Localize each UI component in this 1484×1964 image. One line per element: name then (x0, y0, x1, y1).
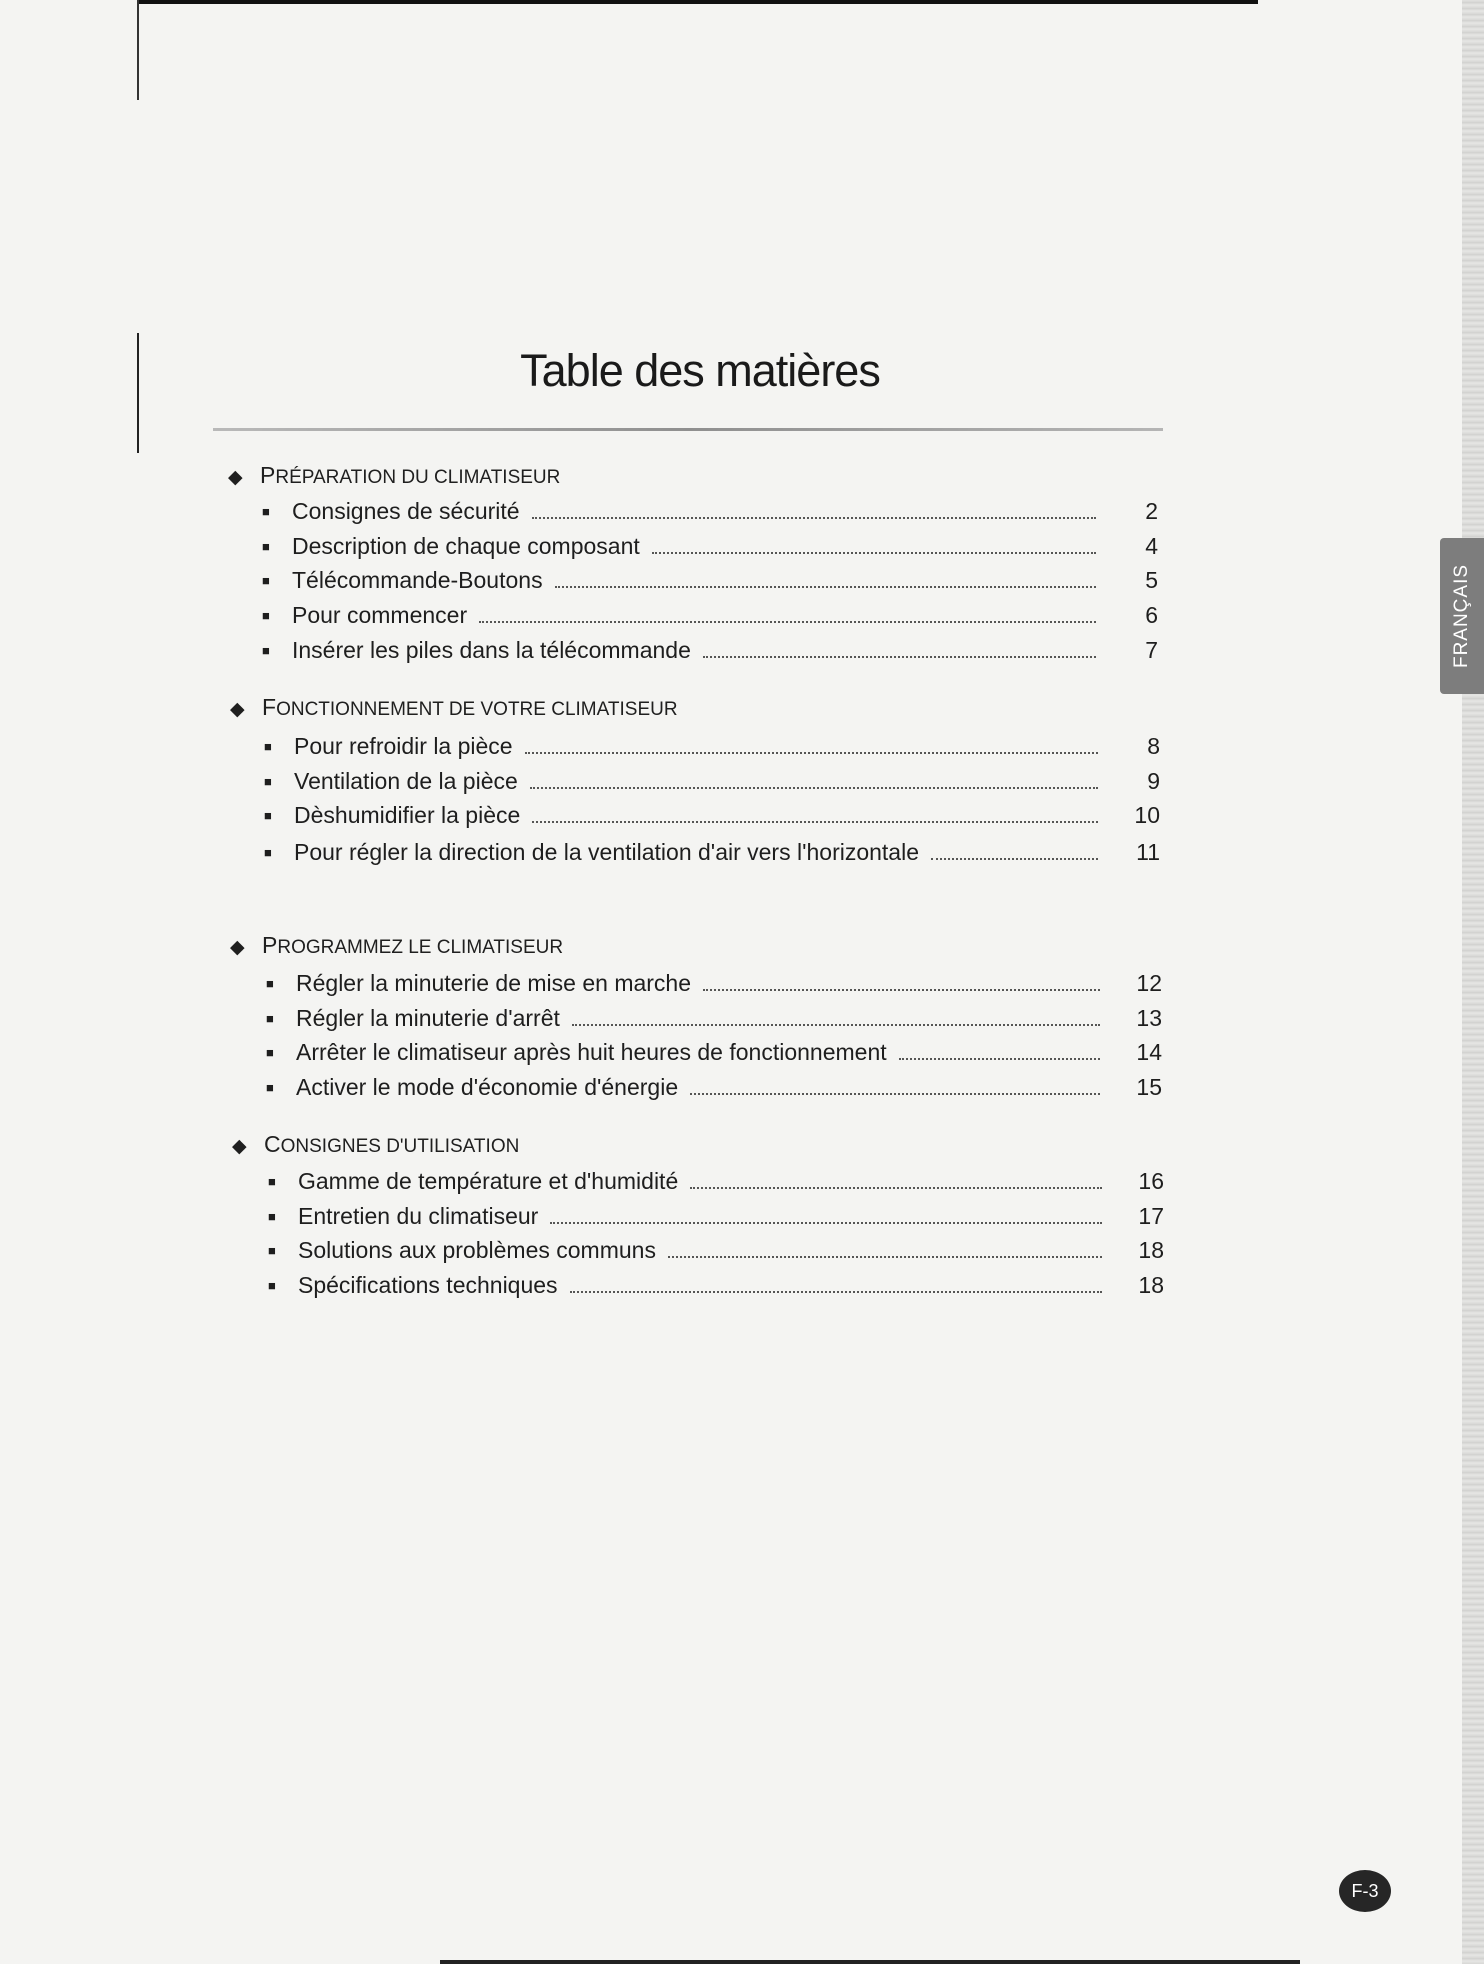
square-bullet-icon: ■ (262, 643, 270, 658)
dot-leader (703, 989, 1100, 991)
square-bullet-icon: ■ (266, 1045, 274, 1060)
bottom-border (440, 1960, 1300, 1964)
left-margin-line (137, 0, 139, 100)
dot-leader (690, 1187, 1102, 1189)
page-edge-shadow (1462, 0, 1484, 1964)
square-bullet-icon: ■ (268, 1174, 276, 1189)
square-bullet-icon: ■ (266, 1011, 274, 1026)
diamond-bullet-icon: ◆ (230, 699, 245, 720)
toc-entry[interactable]: ■ Description de chaque composant 4 (262, 533, 1158, 559)
square-bullet-icon: ■ (264, 739, 272, 754)
section-heading-preparation: ◆ PRÉPARATION DU CLIMATISEUR (228, 462, 561, 488)
dot-leader (550, 1222, 1102, 1224)
dot-leader (931, 858, 1098, 860)
square-bullet-icon: ■ (266, 976, 274, 991)
dot-leader (899, 1058, 1100, 1060)
toc-entry[interactable]: ■ Régler la minuterie d'arrêt 13 (266, 1005, 1162, 1031)
toc-entry[interactable]: ■ Activer le mode d'économie d'énergie 15 (266, 1074, 1162, 1100)
square-bullet-icon: ■ (268, 1278, 276, 1293)
square-bullet-icon: ■ (268, 1209, 276, 1224)
dot-leader (690, 1093, 1100, 1095)
dot-leader (703, 656, 1096, 658)
diamond-bullet-icon: ◆ (230, 937, 245, 958)
diamond-bullet-icon: ◆ (228, 467, 243, 488)
square-bullet-icon: ■ (264, 808, 272, 823)
dot-leader (668, 1256, 1102, 1258)
square-bullet-icon: ■ (262, 573, 270, 588)
top-border (138, 0, 1258, 4)
dot-leader (532, 821, 1098, 823)
section-heading-fonctionnement: ◆ FONCTIONNEMENT DE VOTRE CLIMATISEUR (230, 694, 678, 720)
dot-leader (530, 787, 1098, 789)
toc-entry[interactable]: ■ Ventilation de la pièce 9 (264, 768, 1160, 794)
toc-entry[interactable]: ■ Pour régler la direction de la ventilation d'air vers l'horizontale 11 (264, 839, 1160, 865)
dot-leader (570, 1291, 1102, 1293)
diamond-bullet-icon: ◆ (232, 1136, 247, 1157)
square-bullet-icon: ■ (264, 845, 272, 860)
dot-leader (525, 752, 1098, 754)
dot-leader (652, 552, 1096, 554)
toc-entry[interactable]: ■ Régler la minuterie de mise en marche 12 (266, 970, 1162, 996)
square-bullet-icon: ■ (266, 1080, 274, 1095)
dot-leader (479, 621, 1096, 623)
toc-entry[interactable]: ■ Pour commencer 6 (262, 602, 1158, 628)
square-bullet-icon: ■ (262, 504, 270, 519)
square-bullet-icon: ■ (268, 1243, 276, 1258)
dot-leader (572, 1024, 1100, 1026)
toc-entry[interactable]: ■ Pour refroidir la pièce 8 (264, 733, 1160, 759)
language-tab (1440, 538, 1484, 694)
dot-leader (532, 517, 1096, 519)
square-bullet-icon: ■ (264, 774, 272, 789)
language-tab-label: FRANÇAIS (1451, 563, 1472, 669)
toc-entry[interactable]: ■ Spécifications techniques 18 (268, 1272, 1164, 1298)
toc-entry[interactable]: ■ Entretien du climatiseur 17 (268, 1203, 1164, 1229)
toc-entry[interactable]: ■ Gamme de température et d'humidité 16 (268, 1168, 1164, 1194)
page-title: Table des matières (520, 345, 880, 396)
dot-leader (555, 586, 1096, 588)
toc-entry[interactable]: ■ Télécommande-Boutons 5 (262, 567, 1158, 593)
toc-entry[interactable]: ■ Arrêter le climatiseur après huit heures de fonctionnement 14 (266, 1039, 1162, 1065)
square-bullet-icon: ■ (262, 608, 270, 623)
toc-entry[interactable]: ■ Consignes de sécurité 2 (262, 498, 1158, 524)
title-divider (213, 428, 1163, 431)
toc-entry[interactable]: ■ Solutions aux problèmes communs 18 (268, 1237, 1164, 1263)
toc-entry[interactable]: ■ Dèshumidifier la pièce 10 (264, 802, 1160, 828)
section-heading-programmez: ◆ PROGRAMMEZ LE CLIMATISEUR (230, 932, 564, 958)
section-heading-consignes: ◆ CONSIGNES D'UTILISATION (232, 1131, 520, 1157)
square-bullet-icon: ■ (262, 539, 270, 554)
page-number-badge: F-3 (1339, 1870, 1391, 1912)
toc-entry[interactable]: ■ Insérer les piles dans la télécommande 7 (262, 637, 1158, 663)
